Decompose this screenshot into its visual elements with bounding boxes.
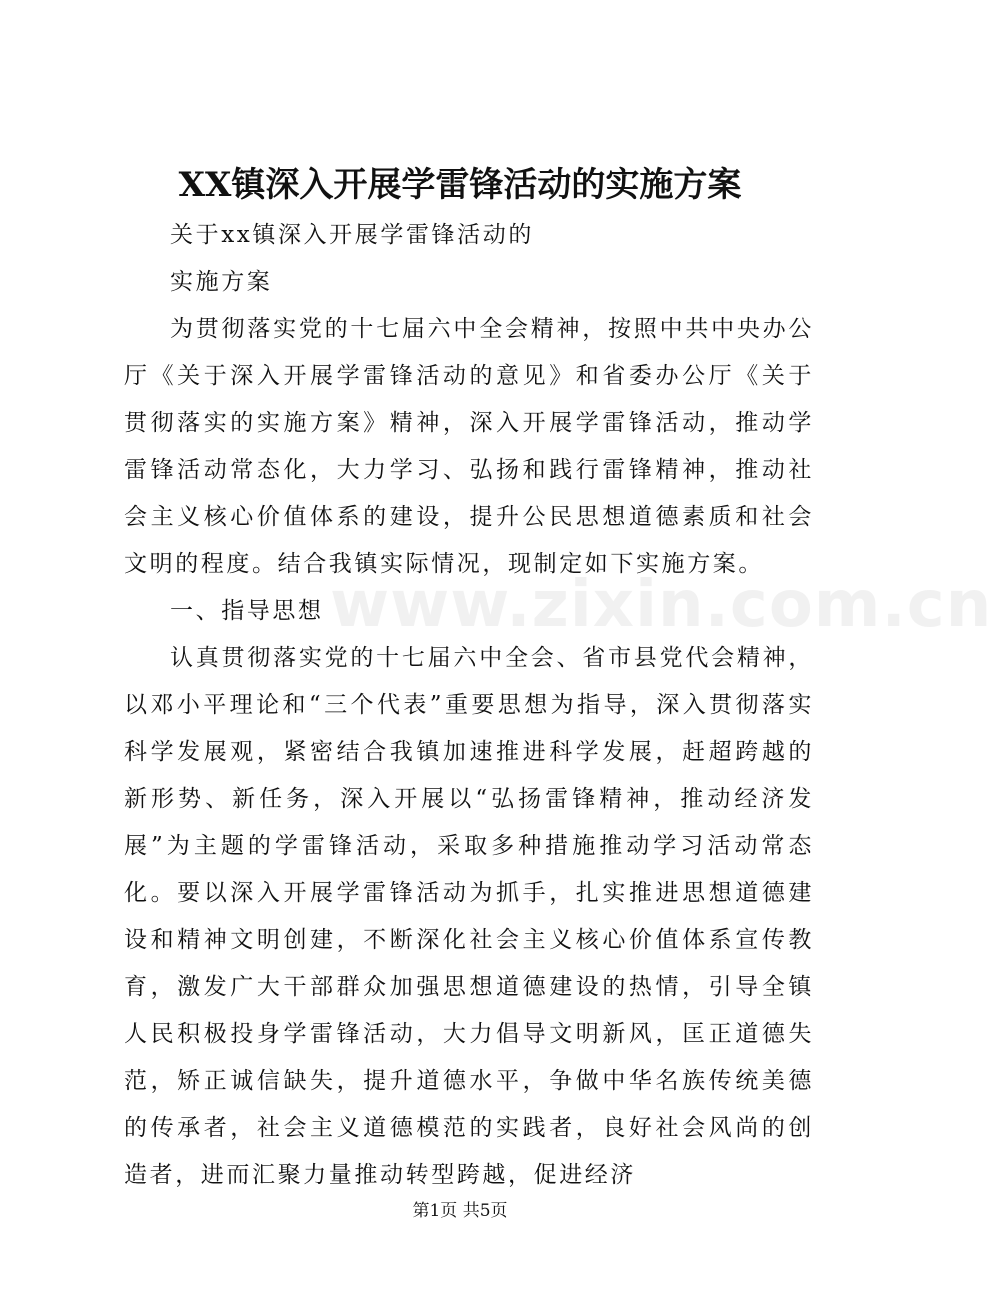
paragraph-guiding-thought: 认真贯彻落实党的十七届六中全会、省市县党代会精神，以邓小平理论和“三个代表”重要思想为指导，深入贯彻落实科学发展观，紧密结合我镇加速推进科学发展，赶超跨越的新形势、新任务，深入开展以“弘扬雷锋精神，推动经济发展”为主题的学雷锋活动，采取多种措施推动学习活动常态化。要以深入开展学雷锋活动为抓手，扎实推进思想道德建设和精神文明创建，不断深化社会主义核心价值体系宣传教育，激发广大干部群众加强思想道德建设的热情，引导全镇人民积极投身学雷锋活动，大力倡导文明新风，匡正道德失范，矫正诚信缺失，提升道德水平，争做中华名族传统美德的传承者，社会主义道德模范的实践者，良好社会风尚的创造者，进而汇聚力量推动转型跨越，促进经济 [124, 645, 814, 1188]
paragraph-heading-line-2: 实施方案 [170, 269, 273, 295]
document-body [124, 212, 814, 1199]
document-title: XX镇深入开展学雷锋活动的实施方案 [178, 165, 742, 205]
paragraph-intro: 为贯彻落实党的十七届六中全会精神，按照中共中央办公厅《关于深入开展学雷锋活动的意见》和省委办公厅《关于贯彻落实的实施方案》精神，深入开展学雷锋活动，推动学雷锋活动常态化，大力学习、弘扬和践行雷锋精神，推动社会主义核心价值体系的建设，提升公民思想道德素质和社会文明的程度。结合我镇实际情况，现制定如下实施方案。 [124, 316, 814, 577]
site-watermark: www.zixin.com.cn [330, 568, 992, 642]
paragraph-heading-line-1: 关于xx镇深入开展学雷锋活动的 [170, 222, 534, 248]
page-footer: 第1页 共5页 [412, 1201, 508, 1221]
section-heading-guiding-thought: 一、指导思想 [170, 598, 324, 624]
